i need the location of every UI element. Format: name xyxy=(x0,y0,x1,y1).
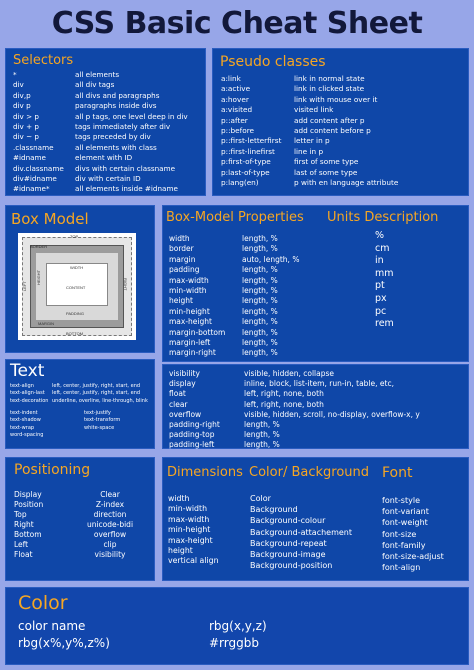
unit-item: rem xyxy=(375,318,394,330)
pseudo-term: p::first-linefirst xyxy=(221,146,275,156)
label-width: WIDTH xyxy=(70,265,84,270)
text-property-value: left, center, justify, right, start, end xyxy=(52,383,141,389)
selectors-panel xyxy=(5,48,206,196)
hex-item: #rrggbb xyxy=(209,636,259,650)
font-item: font-align xyxy=(382,563,421,573)
box-property-value: length, % xyxy=(242,275,278,285)
selector-term: div > p xyxy=(13,111,39,121)
dimensions-panel xyxy=(162,457,469,581)
pseudo-desc: p with en language attribute xyxy=(294,178,399,187)
selector-desc: divs with certain classname xyxy=(75,163,175,173)
positioning-right-item: visibility xyxy=(94,550,126,559)
box-property-name: margin-bottom xyxy=(169,327,226,337)
dimensions-heading: Dimensions xyxy=(167,465,243,480)
display-property-value: length, % xyxy=(244,420,280,429)
positioning-left-item: Left xyxy=(14,540,29,549)
positioning-right-item: clip xyxy=(103,540,117,549)
selector-desc: div with certain ID xyxy=(75,174,141,183)
selector-desc: element with ID xyxy=(75,153,133,163)
box-model-panel xyxy=(5,205,155,353)
box-property-name: margin-right xyxy=(169,348,216,358)
color-background-item: Background xyxy=(250,505,298,515)
box-property-name: height xyxy=(169,296,193,306)
box-property-name: max-height xyxy=(169,317,212,327)
selector-desc: paragraphs inside divs xyxy=(75,101,157,111)
font-item: font-weight xyxy=(382,518,428,528)
selector-term: div.classname xyxy=(13,163,64,173)
box-property-value: length, % xyxy=(242,286,278,295)
page-title: CSS Basic Cheat Sheet xyxy=(51,6,423,41)
pseudo-desc: visited link xyxy=(294,105,334,115)
text-property-name: text-decoration xyxy=(10,397,49,404)
label-left: LEFT xyxy=(22,281,27,291)
positioning-heading: Positioning xyxy=(14,462,91,478)
pseudo-desc: add content before p xyxy=(294,126,371,135)
box-model-heading: Box Model xyxy=(11,210,89,228)
box-property-name: max-width xyxy=(169,275,209,285)
text-extra-right: text-justify xyxy=(84,410,111,416)
color-background-item: Background-repeat xyxy=(250,538,327,548)
unit-item: pc xyxy=(375,305,387,317)
selector-term: div,p xyxy=(13,90,31,100)
text-extra-right: white-space xyxy=(84,424,115,431)
display-property-value: visible, hidden, scroll, no-display, overflow-x, y xyxy=(244,409,420,419)
pseudo-term: a:active xyxy=(221,84,251,94)
positioning-left-item: Bottom xyxy=(14,530,42,539)
selector-desc: all elements inside #idname xyxy=(75,184,178,194)
label-top: TOP xyxy=(70,234,79,239)
unit-item: mm xyxy=(375,267,394,279)
pseudo-term: p:last-of-type xyxy=(221,167,270,177)
selector-term: * xyxy=(13,70,17,79)
pseudo-term: p::first-letterfirst xyxy=(221,136,282,146)
rgb-item: rbg(x,y,z) xyxy=(209,619,267,633)
font-item: font-style xyxy=(382,496,420,505)
dimension-item: min-height xyxy=(168,525,211,535)
dimension-item: max-width xyxy=(168,514,210,524)
selector-desc: all elements xyxy=(75,70,120,79)
positioning-left-item: Right xyxy=(14,520,34,529)
pseudo-term: a:hover xyxy=(221,94,249,104)
text-property-name: text-align-last xyxy=(10,390,45,397)
display-property-value: length, % xyxy=(244,430,280,440)
positioning-right-item: overflow xyxy=(93,530,127,539)
pseudo-term: p::before xyxy=(221,126,255,135)
selector-desc: all div tags xyxy=(75,80,115,90)
pseudo-desc: first of some type xyxy=(294,157,359,167)
display-property-value: left, right, none, both xyxy=(244,399,324,409)
display-property-value: inline, block, list-item, run-in, table, etc, xyxy=(244,379,394,389)
color-background-item: Background-colour xyxy=(250,516,326,526)
selector-term: div + p xyxy=(13,122,39,131)
positioning-left-item: Float xyxy=(14,550,33,559)
text-extra-right: text-transform xyxy=(84,417,121,424)
display-property-value: visible, hidden, collapse xyxy=(244,369,334,378)
color-background-heading: Color/ Background xyxy=(249,465,370,480)
pseudo-term: a:link xyxy=(221,74,241,83)
positioning-left-item: Top xyxy=(14,510,27,519)
box-property-value: length, % xyxy=(242,306,278,316)
pseudo-classes-panel xyxy=(212,48,469,196)
label-padding: PADDING xyxy=(66,311,84,316)
box-property-name: width xyxy=(169,234,190,243)
positioning-right-item: Z-index xyxy=(95,500,125,509)
display-property-name: clear xyxy=(169,399,188,409)
dimension-item: vertical align xyxy=(168,556,219,566)
selector-desc: all p tags, one level deep in div xyxy=(75,111,188,121)
box-property-name: min-width xyxy=(169,286,207,295)
selector-term: #idname* xyxy=(13,184,50,194)
dimension-item: height xyxy=(168,546,193,555)
dimension-item: max-height xyxy=(168,535,213,545)
selector-term: div p xyxy=(13,101,31,111)
selector-desc: tags preceded by div xyxy=(75,132,151,142)
display-property-name: display xyxy=(169,379,196,389)
box-property-value: auto, length, % xyxy=(242,254,300,264)
dimension-item: width xyxy=(168,494,190,503)
positioning-panel xyxy=(5,457,155,581)
display-property-name: visibility xyxy=(169,369,200,378)
positioning-left-item: Display xyxy=(14,490,42,499)
box-property-name: margin xyxy=(169,254,196,264)
box-property-value: length, % xyxy=(242,265,278,275)
positioning-right-item: Clear xyxy=(100,490,120,499)
font-item: font-family xyxy=(382,540,426,550)
box-model-diagram xyxy=(18,233,136,340)
pseudo-term: p:lang(en) xyxy=(221,178,259,187)
rgb-percent-item: rbg(x%,y%,z%) xyxy=(18,636,110,650)
display-property-name: padding-right xyxy=(169,420,220,429)
box-property-value: length, % xyxy=(242,348,278,358)
box-property-value: length, % xyxy=(242,244,278,254)
text-property-value: underline, overline, line-through, blink xyxy=(52,397,148,404)
text-property-name: text-align xyxy=(10,383,34,389)
color-background-item: Background-attachement xyxy=(250,527,353,537)
box-property-value: length, % xyxy=(242,317,278,327)
selector-term: div xyxy=(13,80,24,90)
color-background-item: Background-image xyxy=(250,550,326,559)
unit-item: % xyxy=(375,230,385,241)
selector-term: .classname xyxy=(13,142,54,152)
label-content: CONTENT xyxy=(66,285,86,290)
pseudo-desc: link with mouse over it xyxy=(294,94,378,104)
pseudo-desc: line in p xyxy=(294,146,324,156)
unit-item: px xyxy=(375,293,387,304)
selector-term: #idname xyxy=(13,153,46,163)
text-extra-left: text-indent xyxy=(10,410,38,416)
box-property-value: length, % xyxy=(242,296,278,306)
positioning-left-item: Position xyxy=(14,500,44,509)
selector-desc: tags immediately after div xyxy=(75,122,171,131)
box-property-name: min-height xyxy=(169,306,210,316)
selector-desc: all elements with class xyxy=(75,142,157,152)
box-property-value: length, % xyxy=(242,327,278,337)
pseudo-term: p:first-of-type xyxy=(221,157,271,167)
label-bottom: BOTTOM xyxy=(66,331,84,336)
font-item: font-size-adjust xyxy=(382,552,444,561)
selector-term: div ~ p xyxy=(13,132,39,142)
display-property-value: length, % xyxy=(244,440,280,450)
color-background-item: Color xyxy=(250,494,271,503)
pseudo-classes-heading: Pseudo classes xyxy=(220,54,326,70)
box-property-name: margin-left xyxy=(169,338,211,347)
text-extra-left: text-shadow xyxy=(10,417,41,424)
pseudo-desc: link in normal state xyxy=(294,74,365,83)
color-background-item: Background-position xyxy=(250,561,333,571)
font-heading: Font xyxy=(382,465,413,481)
positioning-right-item: direction xyxy=(93,510,127,519)
font-item: font-variant xyxy=(382,507,429,517)
text-panel xyxy=(5,359,155,449)
label-margin: MARGIN xyxy=(38,321,54,326)
text-extra-left: word-spacing xyxy=(10,431,44,438)
display-property-name: padding-left xyxy=(169,440,215,450)
pseudo-desc: letter in p xyxy=(294,136,330,146)
dimension-item: min-width xyxy=(168,504,208,514)
display-property-value: left, right, none, both xyxy=(244,389,324,399)
box-property-name: padding xyxy=(169,265,200,275)
color-panel xyxy=(5,587,469,665)
label-right: RIGHT xyxy=(123,278,128,291)
pseudo-desc: last of some type xyxy=(294,167,358,177)
pseudo-term: a:visited xyxy=(221,105,253,115)
box-property-name: border xyxy=(169,244,194,254)
box-property-value: length, % xyxy=(242,234,278,243)
pseudo-term: p::after xyxy=(221,115,248,125)
display-property-name: float xyxy=(169,389,186,399)
pseudo-desc: link in clicked state xyxy=(294,84,365,94)
selectors-heading: Selectors xyxy=(13,53,74,68)
label-border: BORDER xyxy=(30,244,48,249)
box-properties-panel xyxy=(162,205,469,362)
text-heading: Text xyxy=(10,361,45,381)
font-item: font-size xyxy=(382,529,417,539)
selector-desc: all divs and paragraphs xyxy=(75,90,160,100)
color-name-item: color name xyxy=(18,619,86,633)
text-property-value: left, center, justify, right, start, end xyxy=(52,390,141,397)
display-panel xyxy=(162,364,469,449)
units-heading: Units Description xyxy=(327,210,439,225)
positioning-right-item: unicode-bidi xyxy=(86,520,134,529)
color-heading: Color xyxy=(18,592,68,614)
unit-item: in xyxy=(375,255,384,267)
label-height: HEIGHT xyxy=(36,269,41,285)
unit-item: pt xyxy=(375,280,385,292)
selector-term: div#idname xyxy=(13,174,57,183)
text-extra-left: text-wrap xyxy=(10,424,35,431)
box-properties-heading: Box-Model Properties xyxy=(166,210,304,225)
pseudo-desc: add content after p xyxy=(294,115,365,125)
unit-item: cm xyxy=(375,242,390,254)
display-property-name: padding-top xyxy=(169,430,215,440)
box-property-value: length, % xyxy=(242,338,278,347)
display-property-name: overflow xyxy=(169,409,202,419)
